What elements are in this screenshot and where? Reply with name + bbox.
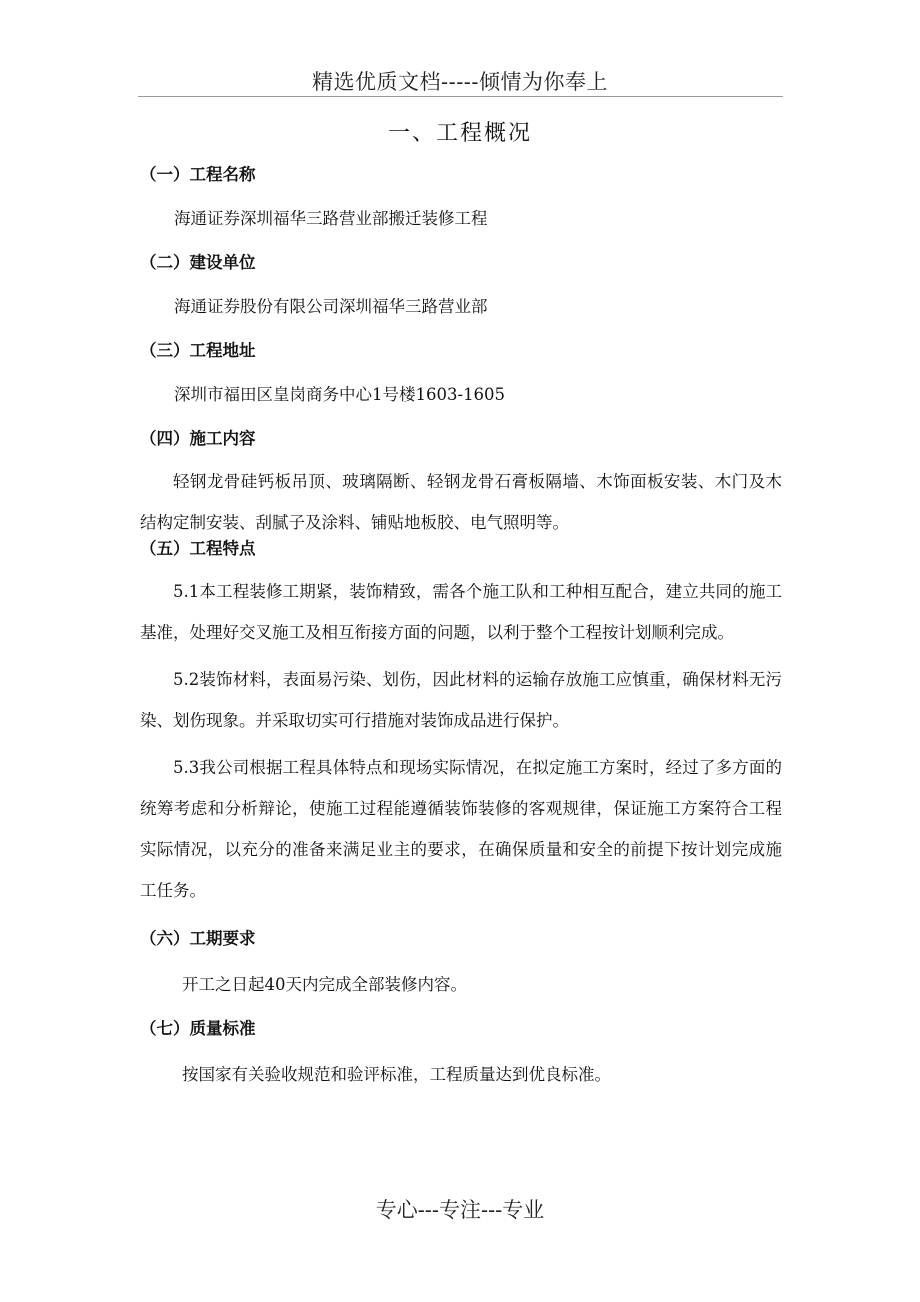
header-divider xyxy=(138,96,783,97)
document-body xyxy=(140,158,782,1089)
section-text-quality: 按国家有关验收规范和验评标准，工程质量达到优良标准。 xyxy=(182,1065,611,1084)
document-title: 一、工程概况 xyxy=(387,121,532,146)
section-text-project-name: 海通证券深圳福华三路营业部搬迁装修工程 xyxy=(174,209,488,228)
section-heading-schedule: （六）工期要求 xyxy=(140,929,256,948)
section-heading-project-name: （一）工程名称 xyxy=(140,165,256,184)
feature-paragraph: 5.1本工程装修工期紧，装饰精致，需各个施工队和工种相互配合，建立共同的施工基准，处理好交叉施工及相互衔接方面的问题，以利于整个工程按计划顺利完成。 xyxy=(140,582,782,642)
feature-paragraph: 5.2装饰材料，表面易污染、划伤，因此材料的运输存放施工应慎重，确保材料无污染、划伤现象。并采取切实可行措施对装饰成品进行保护。 xyxy=(140,670,782,730)
section-text-scope: 轻钢龙骨硅钙板吊顶、玻璃隔断、轻钢龙骨石膏板隔墙、木饰面板安装、木门及木结构定制安装、刮腻子及涂料、铺贴地板胶、电气照明等。 xyxy=(140,472,782,532)
section-heading-builder: （二）建设单位 xyxy=(140,253,256,272)
section-heading-scope: （四）施工内容 xyxy=(140,429,256,448)
page-footer: 专心---专注---专业 xyxy=(375,1198,545,1222)
section-text-builder: 海通证券股份有限公司深圳福华三路营业部 xyxy=(174,297,488,316)
feature-paragraph: 5.3我公司根据工程具体特点和现场实际情况，在拟定施工方案时，经过了多方面的统筹考虑和分析辩论，使施工过程能遵循装饰装修的客观规律，保证施工方案符合工程实际情况，以充分的准备来满足业主的要求，在确保质量和安全的前提下按计划完成施工任务。 xyxy=(140,758,782,900)
page-header: 精选优质文档-----倾情为你奉上 xyxy=(312,70,608,94)
section-heading-address: （三）工程地址 xyxy=(140,341,256,360)
section-text-address: 深圳市福田区皇岗商务中心1号楼1603-1605 xyxy=(174,385,506,404)
section-text-schedule: 开工之日起40天内完成全部装修内容。 xyxy=(182,975,467,994)
section-heading-features: （五）工程特点 xyxy=(140,539,256,558)
section-heading-quality: （七）质量标准 xyxy=(140,1019,256,1038)
